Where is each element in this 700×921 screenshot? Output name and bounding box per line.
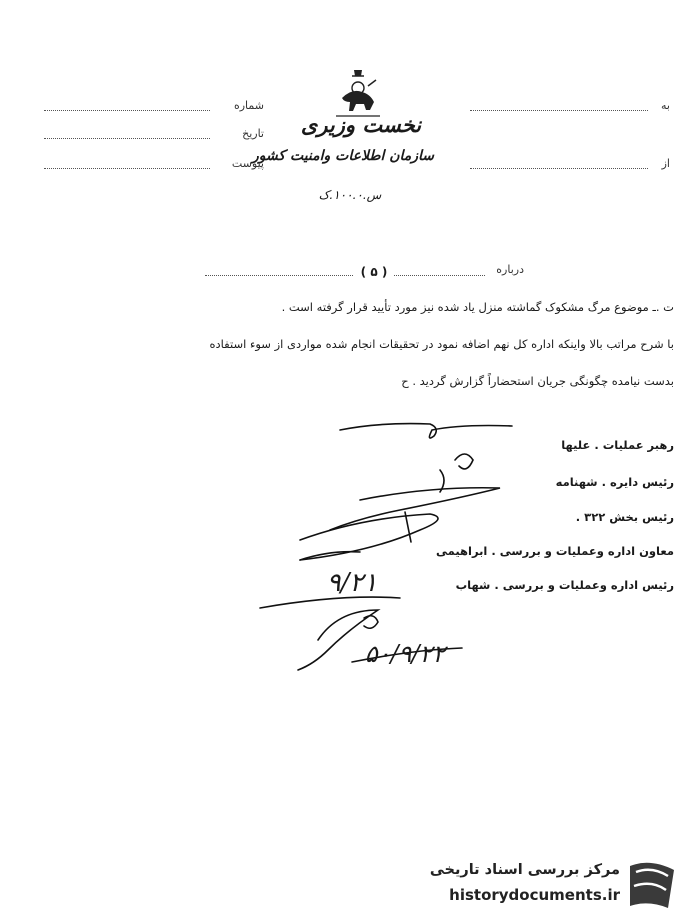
body-line-1: ت .ـ موضوع مرگ مشکوک گماشته منزل یاد شده نیز مورد تأیید قرار گرفته است . <box>281 300 674 314</box>
number-label: شماره <box>233 99 264 112</box>
about-value: ( ۵ ) <box>354 265 394 279</box>
archive-url: historydocuments.ir <box>449 886 620 904</box>
date-label: تاریخ <box>242 127 264 140</box>
archive-title: مرکز بررسی اسناد تاریخی <box>429 862 620 878</box>
handwritten-note: ۹/۲۱ <box>326 568 378 598</box>
signatory-5: رئیس اداره وعملیات و بررسی . شهاب <box>455 578 674 592</box>
attachment-label: پیوست <box>231 157 264 170</box>
to-label: به <box>661 99 670 112</box>
signatory-2: رئیس دایره . شهنامه <box>555 475 674 489</box>
body-line-3: بدست نیامده چگونگی جریان استحضاراً گزارش گردید . ح <box>401 374 674 388</box>
signatory-3: رئیس بخش ۳۲۲ . <box>575 510 674 524</box>
signatory-4: معاون اداره وعملیات و بررسی . ابراهیمی <box>435 544 674 558</box>
from-label: از <box>661 157 670 170</box>
signatory-1: رهبر عملیات . علیها <box>561 438 674 452</box>
archive-logo-icon <box>624 856 684 912</box>
body-line-2: با شرح مراتب بالا واینکه اداره کل نهم اضافه نمود در تحقیقات انجام شده مواردی از سوء استفاده <box>209 337 674 351</box>
about-label: درباره <box>496 263 524 276</box>
organization-title: سازمان اطلاعات وامنیت کشور <box>251 148 435 164</box>
ministry-title: نخست وزیری <box>300 112 422 137</box>
document-code: س.۱۰۰.۰.ک <box>318 188 382 202</box>
handwritten-date: ۵۰/۹/۲۲ <box>364 640 446 668</box>
